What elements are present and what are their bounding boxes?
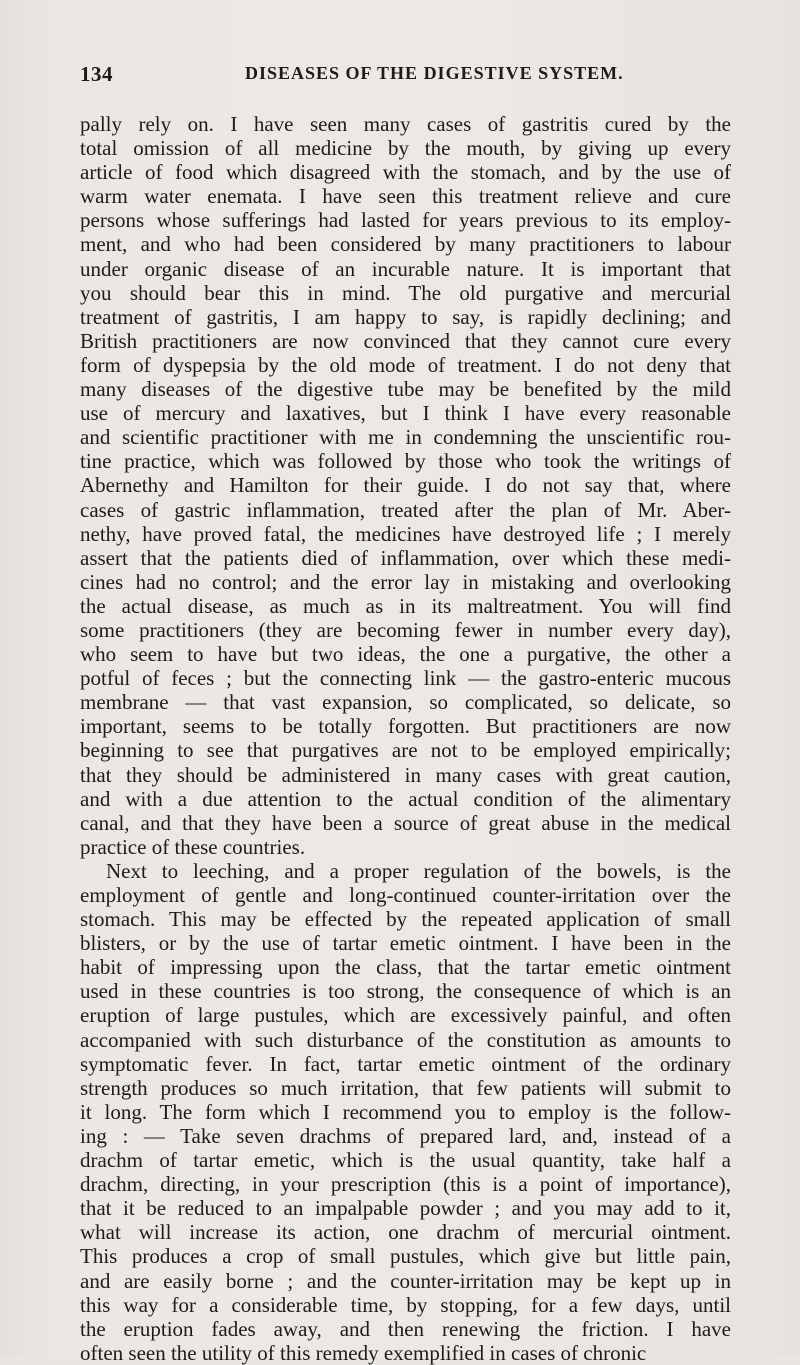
text-line: cines had no control; and the error lay in mistaking and overlooking	[80, 569, 731, 594]
text-line: Abernethy and Hamilton for their guide. I do not say that, where	[80, 473, 731, 498]
text-line: symptomatic fever. In fact, tartar emetic ointment of the ordinary	[80, 1051, 731, 1076]
text-line: important, seems to be totally forgotten. But practitioners are now	[80, 714, 731, 739]
text-line: cases of gastric inflammation, treated after the plan of Mr. Aber-	[80, 497, 731, 522]
text-line: British practitioners are now convinced that they cannot cure every	[80, 328, 731, 353]
text-line: persons whose sufferings had lasted for years previous to its employ-	[80, 208, 731, 233]
text-line: This produces a crop of small pustules, which give but little pain,	[80, 1244, 731, 1269]
body-text	[80, 112, 731, 1365]
text-line: who seem to have but two ideas, the one a purgative, the other a	[80, 642, 731, 667]
text-line: accompanied with such disturbance of the constitution as amounts to	[80, 1027, 731, 1052]
text-line: canal, and that they have been a source of great abuse in the medical	[80, 810, 731, 835]
text-line: warm water enemata. I have seen this treatment relieve and cure	[80, 184, 731, 209]
text-line: and with a due attention to the actual condition of the alimentary	[80, 786, 731, 811]
text-line: use of mercury and laxatives, but I think I have every reasonable	[80, 401, 731, 426]
text-line: that they should be administered in many cases with great caution,	[80, 762, 731, 787]
text-line: habit of impressing upon the class, that the tartar emetic ointment	[80, 955, 731, 980]
page-header	[80, 62, 740, 86]
page-number: 134	[80, 62, 113, 86]
text-line: employment of gentle and long-continued counter-irritation over the	[80, 883, 731, 907]
text-line: pally rely on. I have seen many cases of gastritis cured by the	[80, 112, 731, 136]
text-line: form of dyspepsia by the old mode of treatment. I do not deny that	[80, 352, 731, 377]
text-line: that it be reduced to an impalpable powder ; and you may add to it,	[80, 1196, 731, 1221]
text-line: article of food which disagreed with the stomach, and by the use of	[80, 160, 731, 185]
text-line: many diseases of the digestive tube may be benefited by the mild	[80, 377, 731, 402]
text-line: often seen the utility of this remedy exemplified in cases of chronic	[80, 1340, 647, 1365]
text-line: drachm, directing, in your prescription (this is a point of importance),	[80, 1172, 731, 1197]
text-line: and scientific practitioner with me in condemning the unscientific rou-	[80, 425, 731, 450]
text-line: and are easily borne ; and the counter-irritation may be kept up in	[80, 1268, 731, 1293]
text-line: the actual disease, as much as in its maltreatment. You will find	[80, 593, 731, 618]
text-line: under organic disease of an incurable nature. It is important that	[80, 256, 731, 281]
text-line: strength produces so much irritation, that few patients will submit to	[80, 1075, 731, 1100]
text-line: beginning to see that purgatives are not to be employed empirically;	[80, 738, 731, 763]
text-line: what will increase its action, one drachm of mercurial ointment.	[80, 1220, 731, 1245]
text-line: membrane — that vast expansion, so complicated, so delicate, so	[80, 690, 731, 715]
text-line: treatment of gastritis, I am happy to say, is rapidly declining; and	[80, 304, 731, 329]
text-line: used in these countries is too strong, the consequence of which is an	[80, 979, 731, 1004]
text-line: this way for a considerable time, by stopping, for a few days, until	[80, 1292, 731, 1317]
text-line: tine practice, which was followed by those who took the writings of	[80, 449, 731, 474]
text-line: assert that the patients died of inflammation, over which these medi-	[80, 545, 731, 570]
text-line: nethy, have proved fatal, the medicines have destroyed life ; I merely	[80, 521, 731, 546]
text-line: blisters, or by the use of tartar emetic ointment. I have been in the	[80, 931, 731, 956]
text-line: ment, and who had been considered by many practitioners to labour	[80, 232, 731, 257]
text-line: drachm of tartar emetic, which is the usual quantity, take half a	[80, 1148, 731, 1173]
running-head: DISEASES OF THE DIGESTIVE SYSTEM.	[245, 63, 624, 83]
text-line: eruption of large pustules, which are excessively painful, and often	[80, 1003, 731, 1028]
text-line: ing : — Take seven drachms of prepared lard, and, instead of a	[80, 1123, 731, 1148]
text-line: you should bear this in mind. The old purgative and mercurial	[80, 280, 731, 305]
text-line: total omission of all medicine by the mouth, by giving up every	[80, 136, 731, 161]
text-line: Next to leeching, and a proper regulation of the bowels, is the	[106, 858, 731, 883]
text-line: some practitioners (they are becoming fewer in number every day),	[80, 617, 731, 642]
text-line: it long. The form which I recommend you to employ is the follow-	[80, 1099, 731, 1124]
text-line: practice of these countries.	[80, 834, 306, 859]
text-line: stomach. This may be effected by the repeated application of small	[80, 907, 731, 932]
text-line: potful of feces ; but the connecting link — the gastro-enteric mucous	[80, 666, 731, 691]
text-line: the eruption fades away, and then renewing the friction. I have	[80, 1316, 731, 1341]
